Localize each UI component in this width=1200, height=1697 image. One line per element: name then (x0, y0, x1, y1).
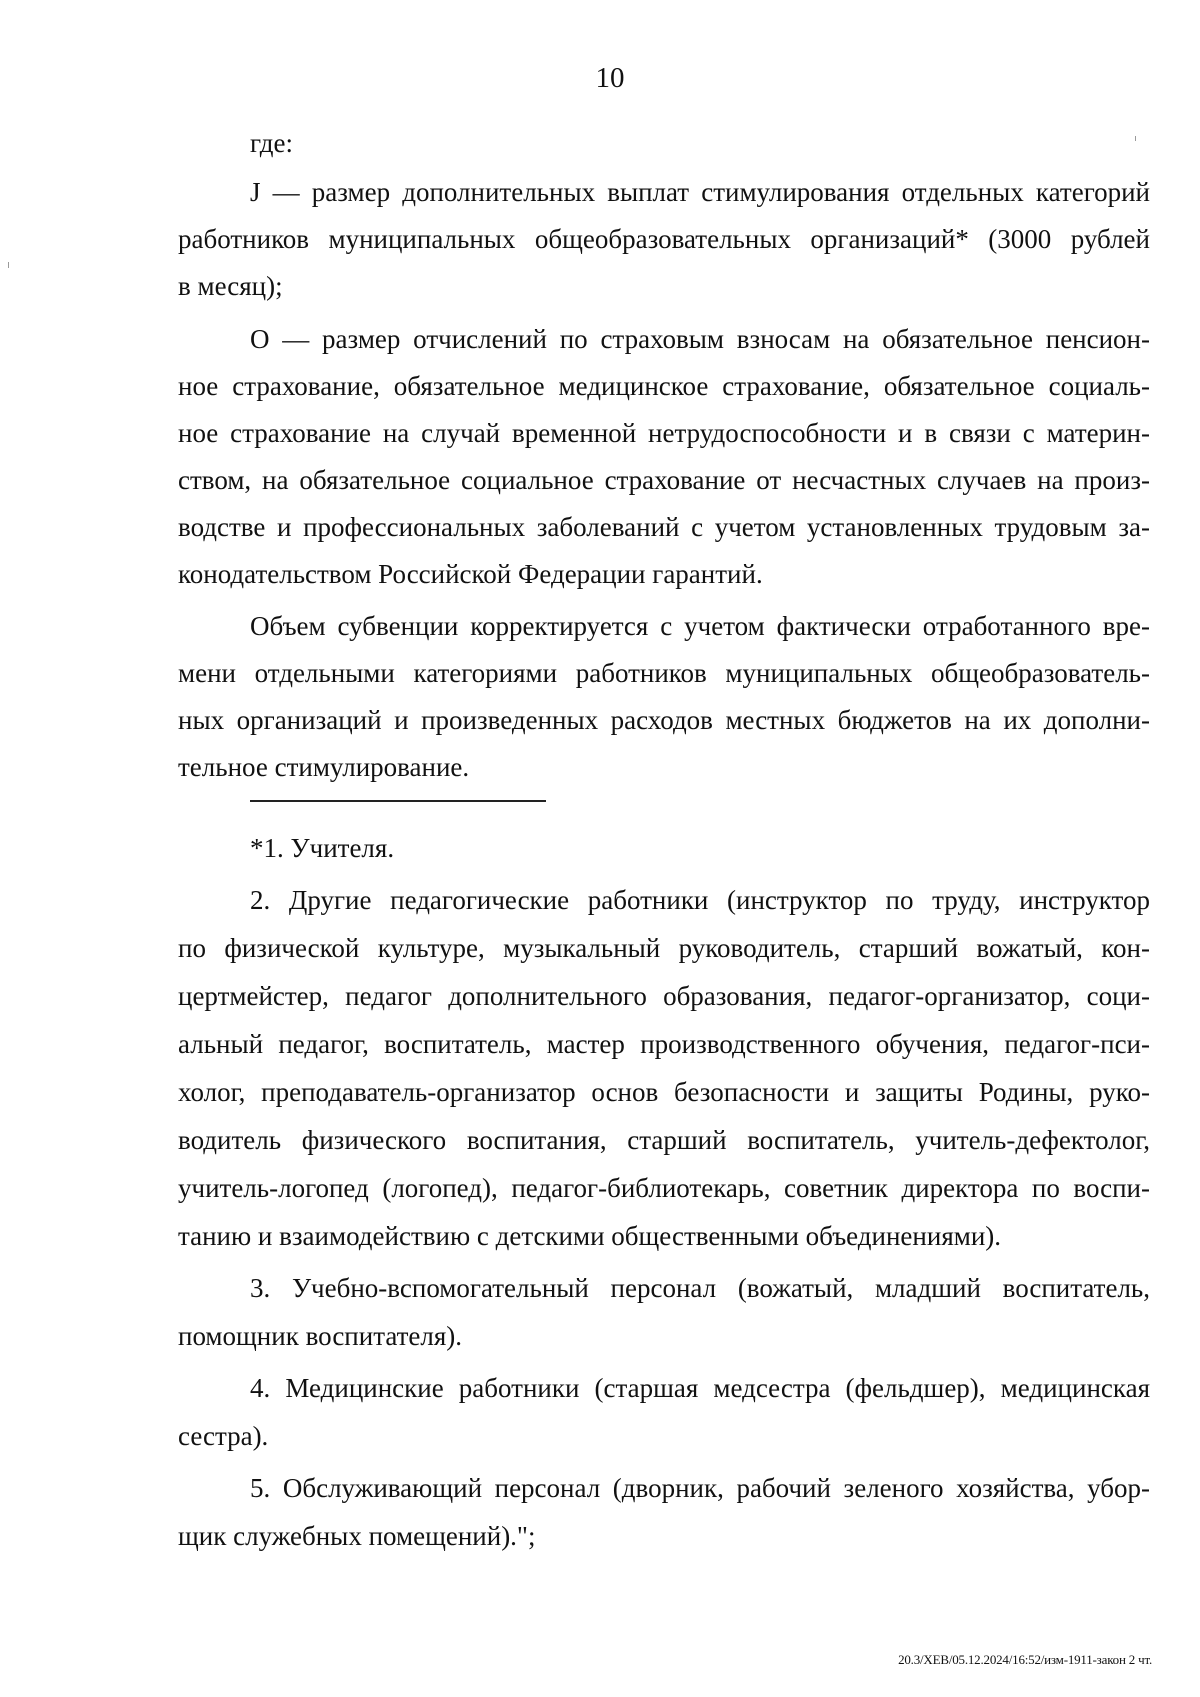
footnote-separator (250, 800, 546, 802)
footnote-line: 3. Учебно-вспомогательный персонал (вожатый, младший воспитатель, (250, 1273, 1150, 1303)
text-line: в месяц); (178, 271, 283, 301)
text-line: водстве и профессиональных заболеваний с учетом установленных трудовым за- (178, 512, 1150, 542)
text-line: J — размер дополнительных выплат стимулирования отдельных категорий (250, 177, 1150, 207)
text-line: О — размер отчислений по страховым взносам на обязательное пенсион- (250, 324, 1150, 354)
footnote-line: *1. Учителя. (250, 833, 395, 863)
footnote-line: 5. Обслуживающий персонал (дворник, рабочий зеленого хозяйства, убор- (250, 1473, 1150, 1503)
text-line: работников муниципальных общеобразовательных организаций* (3000 рублей (178, 224, 1150, 254)
footnote-line: сестра). (178, 1421, 269, 1451)
footnote-line: танию и взаимодействию с детскими общественными объединениями). (178, 1221, 1002, 1251)
footnote-line: цертмейстер, педагог дополнительного образования, педагог-организатор, соци- (178, 981, 1150, 1011)
text-line: тельное стимулирование. (178, 752, 470, 782)
footnote-line: 4. Медицинские работники (старшая медсестра (фельдшер), медицинская (250, 1373, 1150, 1403)
footnote-line: водитель физического воспитания, старший воспитатель, учитель-дефектолог, (178, 1125, 1150, 1155)
text-line: ных организаций и произведенных расходов местных бюджетов на их дополни- (178, 705, 1150, 735)
text-line: конодательством Российской Федерации гарантий. (178, 559, 763, 589)
footnote-line: помощник воспитателя). (178, 1321, 463, 1351)
text-line: ное страхование, обязательное медицинское страхование, обязательное социаль- (178, 371, 1150, 401)
page-number: 10 (595, 62, 625, 94)
scan-artifact (8, 262, 9, 268)
text-line: ное страхование на случай временной нетрудоспособности и в связи с материн- (178, 418, 1150, 448)
footnote-line: холог, преподаватель-организатор основ безопасности и защиты Родины, руко- (178, 1077, 1150, 1107)
footnote-line: по физической культуре, музыкальный руководитель, старший вожатый, кон- (178, 933, 1150, 963)
footnote-line: учитель-логопед (логопед), педагог-библиотекарь, советник директора по воспи- (178, 1173, 1150, 1203)
text-line: ством, на обязательное социальное страхование от несчастных случаев на произ- (178, 465, 1150, 495)
footnote-line: альный педагог, воспитатель, мастер производственного обучения, педагог-пси- (178, 1029, 1150, 1059)
text-line: где: (250, 128, 293, 158)
footnote-line: щик служебных помещений)."; (178, 1521, 536, 1551)
footnote-line: 2. Другие педагогические работники (инструктор по труду, инструктор (250, 885, 1150, 915)
document-code: 20.3/ХЕВ/05.12.2024/16:52/изм-1911-закон 2 чт. (898, 1652, 1152, 1667)
text-line: Объем субвенции корректируется с учетом фактически отработанного вре- (250, 611, 1150, 641)
text-line: мени отдельными категориями работников муниципальных общеобразователь- (178, 658, 1150, 688)
